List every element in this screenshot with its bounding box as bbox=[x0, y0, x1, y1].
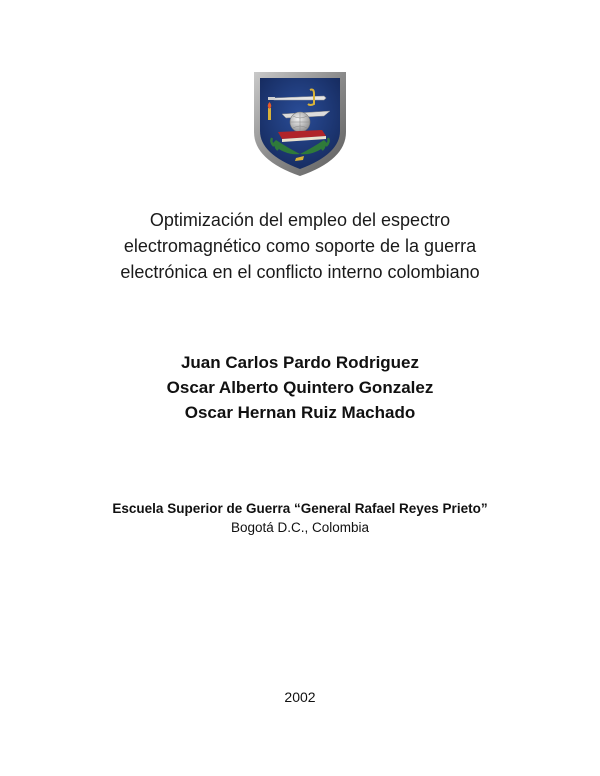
institution-name: Escuela Superior de Guerra “General Rafael Reyes Prieto” bbox=[112, 501, 488, 516]
document-title bbox=[60, 207, 540, 285]
title-line-3: electrónica en el conflicto interno colombiano bbox=[120, 262, 480, 282]
author-name-3: Oscar Hernan Ruiz Machado bbox=[184, 403, 416, 422]
institution-location: Bogotá D.C., Colombia bbox=[230, 520, 370, 535]
title-line-1: Optimización del empleo del espectro bbox=[149, 210, 451, 230]
military-school-shield-icon bbox=[252, 70, 348, 178]
author-name-1: Juan Carlos Pardo Rodriguez bbox=[180, 353, 420, 372]
institution-block bbox=[40, 499, 560, 537]
title-line-2: electromagnético como soporte de la guerra bbox=[123, 236, 477, 256]
author-name-2: Oscar Alberto Quintero Gonzalez bbox=[166, 378, 434, 397]
publication-year: 2002 bbox=[284, 689, 316, 705]
author-list bbox=[60, 350, 540, 425]
